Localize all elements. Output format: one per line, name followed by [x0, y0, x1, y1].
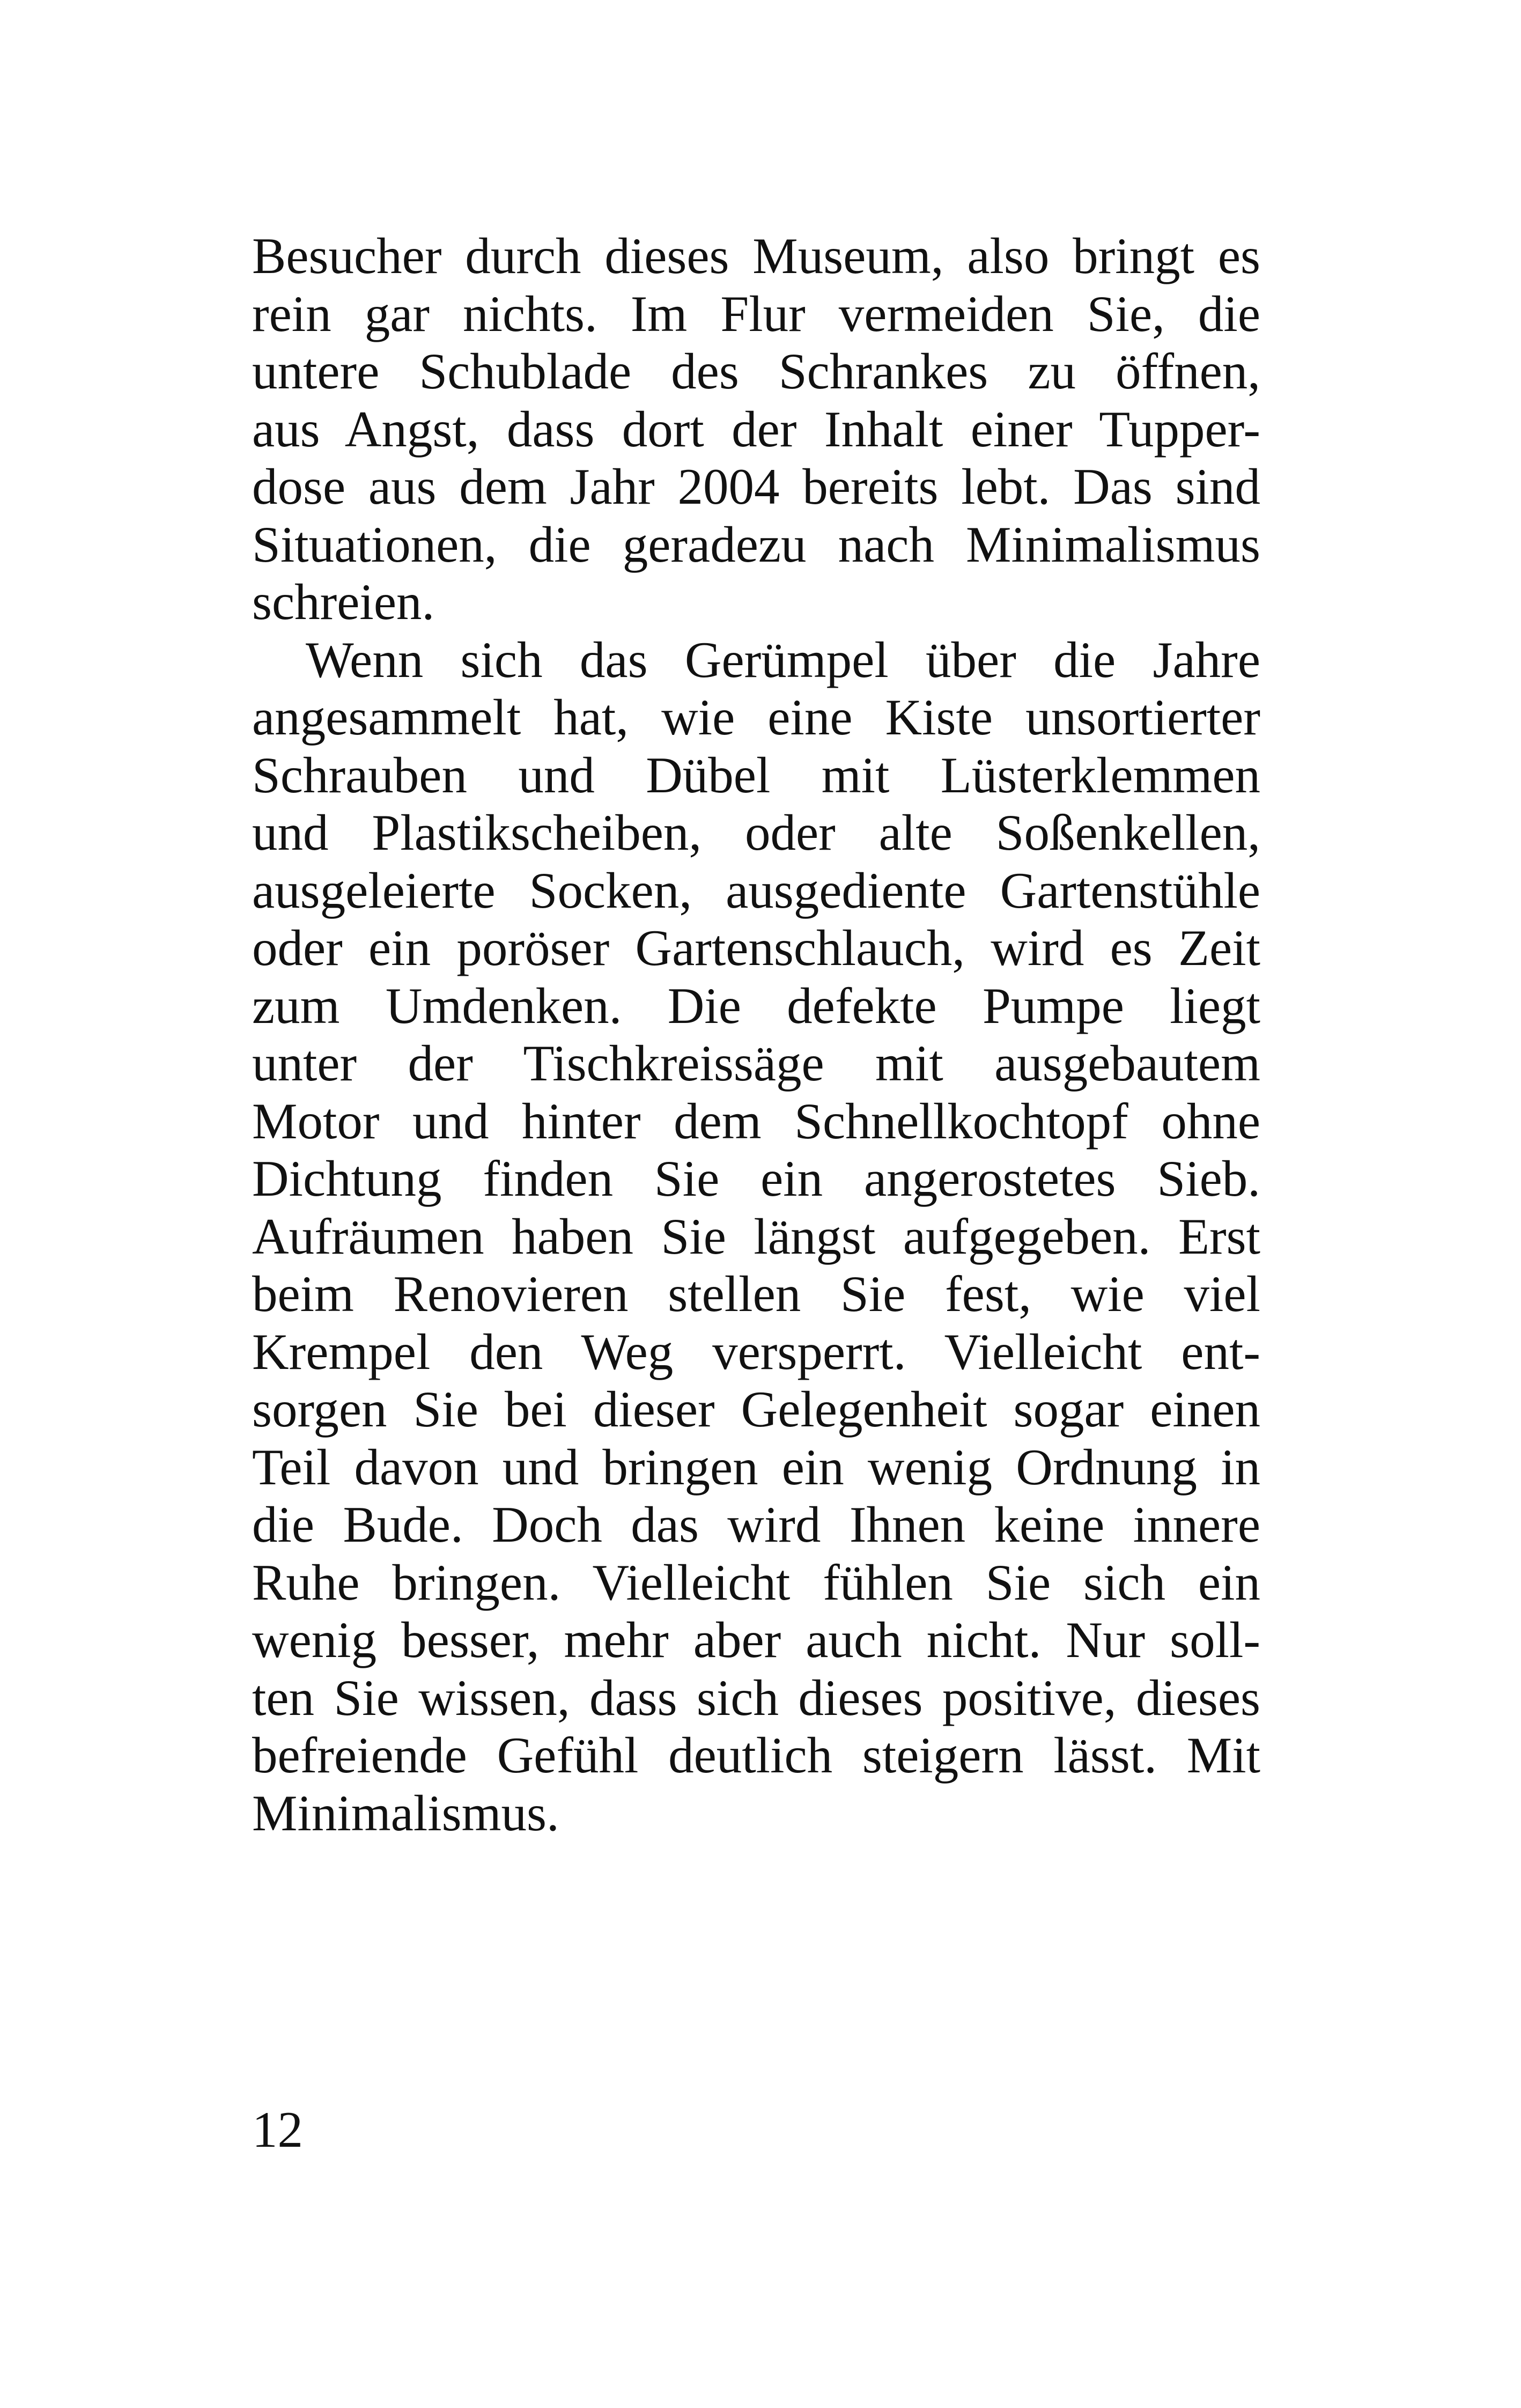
- paragraph-2: [252, 631, 1260, 1843]
- text-line: schreien.: [252, 573, 435, 630]
- text-line: unter der Tischkreissäge mit ausgebautem: [252, 1035, 1260, 1092]
- text-line: beim Renovieren stellen Sie fest, wie viel: [252, 1265, 1260, 1322]
- text-line: Wenn sich das Gerümpel über die Jahre: [306, 631, 1260, 688]
- text-line: oder ein poröser Gartenschlauch, wird es Zeit: [252, 919, 1260, 976]
- text-line: ausgeleierte Socken, ausgediente Gartenstühle: [252, 861, 1260, 919]
- page-number: 12: [252, 2101, 303, 2158]
- text-line: Krempel den Weg versperrt. Vielleicht ent-: [252, 1323, 1260, 1380]
- text-line: und Plastikscheiben, oder alte Soßenkellen,: [252, 804, 1260, 861]
- text-line: die Bude. Doch das wird Ihnen keine innere: [252, 1496, 1260, 1553]
- paragraph-1: [252, 227, 1260, 631]
- text-line: Aufräumen haben Sie längst aufgegeben. Erst: [252, 1207, 1260, 1265]
- text-line: wenig besser, mehr aber auch nicht. Nur soll-: [252, 1611, 1260, 1668]
- text-line: Minimalismus.: [252, 1784, 559, 1842]
- page-body-text: [252, 227, 1260, 1842]
- text-line: Schrauben und Dübel mit Lüsterklemmen: [252, 746, 1260, 804]
- text-line: Dichtung finden Sie ein angerostetes Sieb.: [252, 1150, 1260, 1207]
- text-line: sorgen Sie bei dieser Gelegenheit sogar einen: [252, 1381, 1260, 1438]
- text-line: untere Schublade des Schrankes zu öffnen,: [252, 343, 1260, 400]
- text-line: aus Angst, dass dort der Inhalt einer Tupper-: [252, 400, 1260, 458]
- text-line: Situationen, die geradezu nach Minimalismus: [252, 516, 1260, 573]
- text-line: Teil davon und bringen ein wenig Ordnung in: [252, 1438, 1260, 1496]
- text-line: rein gar nichts. Im Flur vermeiden Sie, die: [252, 285, 1260, 342]
- text-line: befreiende Gefühl deutlich steigern lässt. Mit: [252, 1727, 1260, 1784]
- text-line: ten Sie wissen, dass sich dieses positive, dieses: [252, 1669, 1260, 1726]
- text-line: Ruhe bringen. Vielleicht fühlen Sie sich ein: [252, 1553, 1260, 1611]
- text-line: angesammelt hat, wie eine Kiste unsortierter: [252, 689, 1260, 746]
- text-line: dose aus dem Jahr 2004 bereits lebt. Das sind: [252, 458, 1260, 515]
- text-line: Besucher durch dieses Museum, also bringt es: [252, 227, 1260, 284]
- text-line: zum Umdenken. Die defekte Pumpe liegt: [252, 977, 1260, 1034]
- text-line: Motor und hinter dem Schnellkochtopf ohne: [252, 1092, 1260, 1150]
